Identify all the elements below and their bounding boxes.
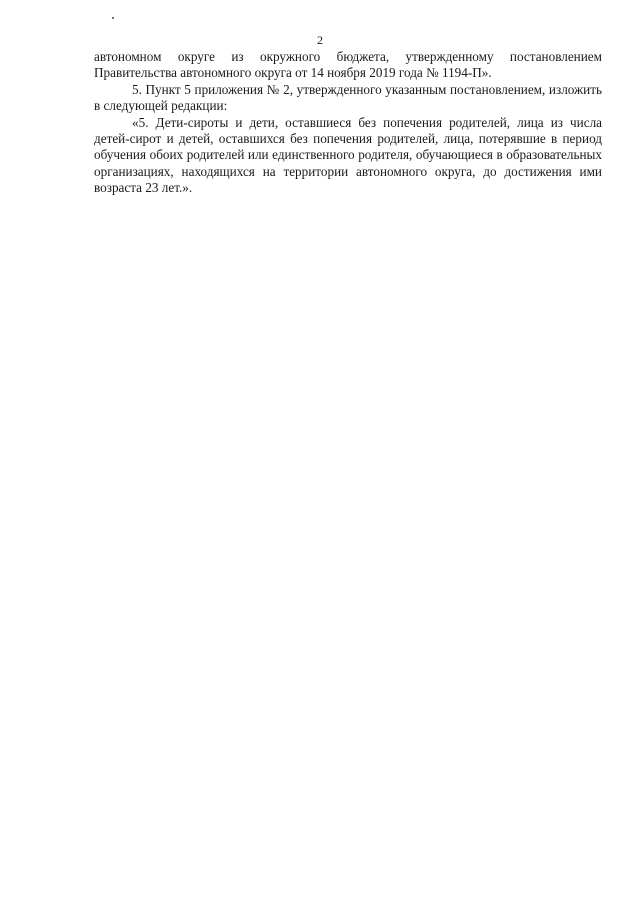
document-body: [94, 49, 602, 197]
scan-speck: [112, 17, 114, 19]
paragraph-continuation: автономном округе из окружного бюджета, утвержденному постановлением Правительства автономного округа от 14 ноября 2019 года № 1194-П».: [94, 49, 602, 81]
page-number: 2: [317, 33, 323, 47]
paragraph-quoted-item: «5. Дети-сироты и дети, оставшиеся без попечения родителей, лица из числа детей-сирот и детей, оставшихся без попечения родителей, лица, потерявшие в период обучения обоих родителей или единственного родителя, обучающиеся в образовательных организациях, находящихся на территории автономного округа, до достижения ими возраста 23 лет.».: [94, 114, 602, 196]
paragraph-item-5: 5. Пункт 5 приложения № 2, утвержденного указанным постановлением, изложить в следующей редакции:: [94, 81, 602, 114]
